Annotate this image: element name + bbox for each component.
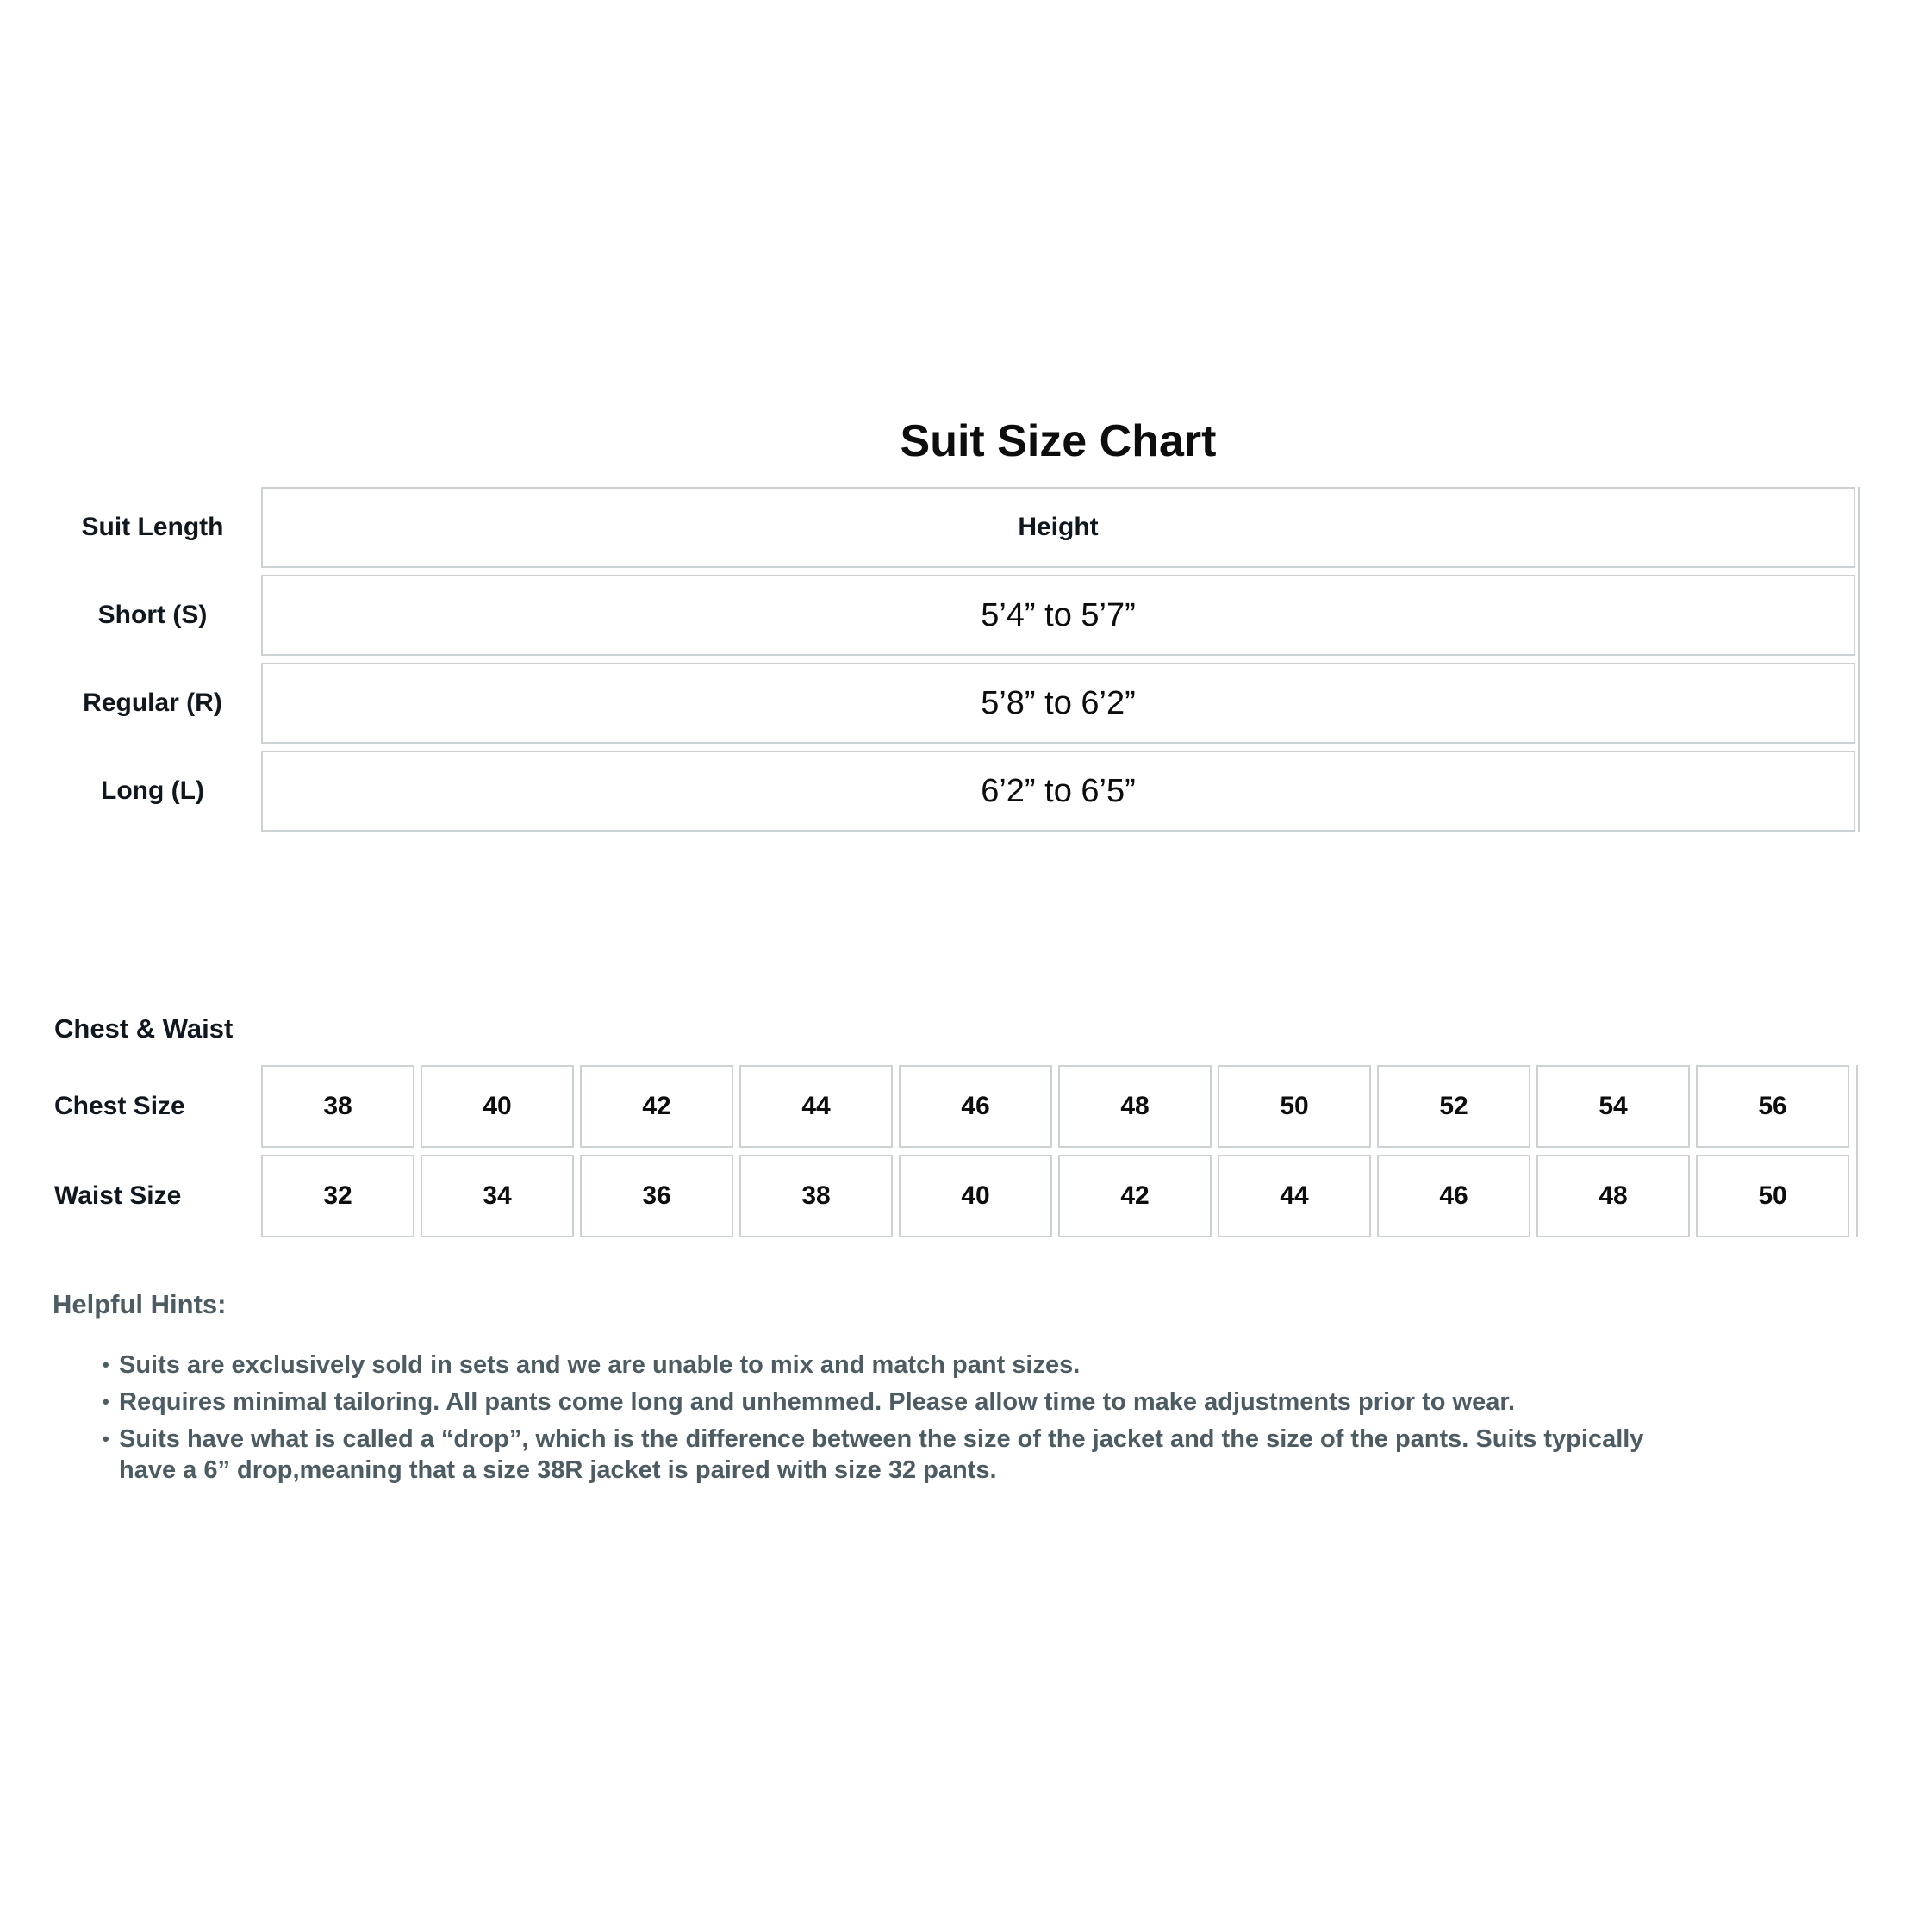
chest-size-row: [261, 1065, 1849, 1148]
row-label-long: Long (L): [101, 776, 204, 805]
chest-size-cell: 56: [1696, 1065, 1849, 1148]
height-table: [261, 487, 1855, 838]
chest-size-label: Chest Size: [54, 1092, 185, 1120]
table-row: [261, 663, 1855, 744]
waist-size-cell: 34: [421, 1155, 574, 1237]
waist-size-cell: 50: [1696, 1155, 1849, 1237]
waist-size-row: [261, 1155, 1849, 1237]
chest-size-cell: 46: [899, 1065, 1052, 1148]
chest-size-cell: 44: [739, 1065, 893, 1148]
height-table-right-border: [1858, 487, 1860, 832]
waist-size-cell: 46: [1377, 1155, 1530, 1237]
height-header-text: Height: [1018, 513, 1099, 541]
chest-size-cell: 50: [1218, 1065, 1371, 1148]
list-item: [103, 1387, 1809, 1418]
hint-text: Requires minimal tailoring. All pants come long and unhemmed. Please allow time to make adjustments prior to wear.: [119, 1388, 1516, 1416]
hint-text: Suits have what is called a “drop”, which is the difference between the size of the jacket and the size of the pants. Suits typically have a 6” drop,meaning that a size 38R jacket is paired with size 32 pants.: [119, 1425, 1644, 1484]
height-value-short: 5’4” to 5’7”: [981, 596, 1136, 633]
hints-list: [103, 1349, 1809, 1492]
row-label-short: Short (S): [97, 601, 208, 629]
chest-waist-section-title: Chest & Waist: [54, 1013, 234, 1044]
chest-waist-table-right-border: [1856, 1065, 1858, 1237]
chest-size-cell: 40: [421, 1065, 574, 1148]
row-label-regular: Regular (R): [83, 689, 222, 717]
chest-size-cell: 52: [1377, 1065, 1530, 1148]
table-row: [261, 575, 1855, 656]
waist-size-cell: 32: [261, 1155, 414, 1237]
height-header-cell: [261, 487, 1855, 568]
page-title: Suit Size Chart: [900, 416, 1217, 466]
bullet-icon: •: [103, 1354, 109, 1375]
chest-size-cell: 38: [261, 1065, 414, 1148]
table-row: [261, 751, 1855, 832]
chest-size-cell: 48: [1058, 1065, 1212, 1148]
helpful-hints-heading: Helpful Hints:: [53, 1289, 227, 1319]
list-item: [103, 1424, 1809, 1486]
bullet-icon: •: [103, 1428, 109, 1449]
list-item: [103, 1349, 1809, 1380]
hint-text: Suits are exclusively sold in sets and we are unable to mix and match pant sizes.: [119, 1351, 1081, 1379]
waist-size-cell: 48: [1536, 1155, 1690, 1237]
waist-size-cell: 38: [739, 1155, 893, 1237]
chest-size-cell: 54: [1536, 1065, 1690, 1148]
suit-length-label-column: [45, 487, 260, 838]
suit-length-header-label: Suit Length: [81, 513, 224, 541]
waist-size-cell: 36: [580, 1155, 733, 1237]
bullet-icon: •: [103, 1391, 109, 1412]
waist-size-label: Waist Size: [54, 1181, 182, 1210]
waist-size-cell: 40: [899, 1155, 1052, 1237]
height-value-regular: 5’8” to 6’2”: [981, 684, 1136, 721]
waist-size-cell: 44: [1218, 1155, 1371, 1237]
chest-size-cell: 42: [580, 1065, 733, 1148]
waist-size-cell: 42: [1058, 1155, 1212, 1237]
height-value-long: 6’2” to 6’5”: [981, 772, 1136, 809]
